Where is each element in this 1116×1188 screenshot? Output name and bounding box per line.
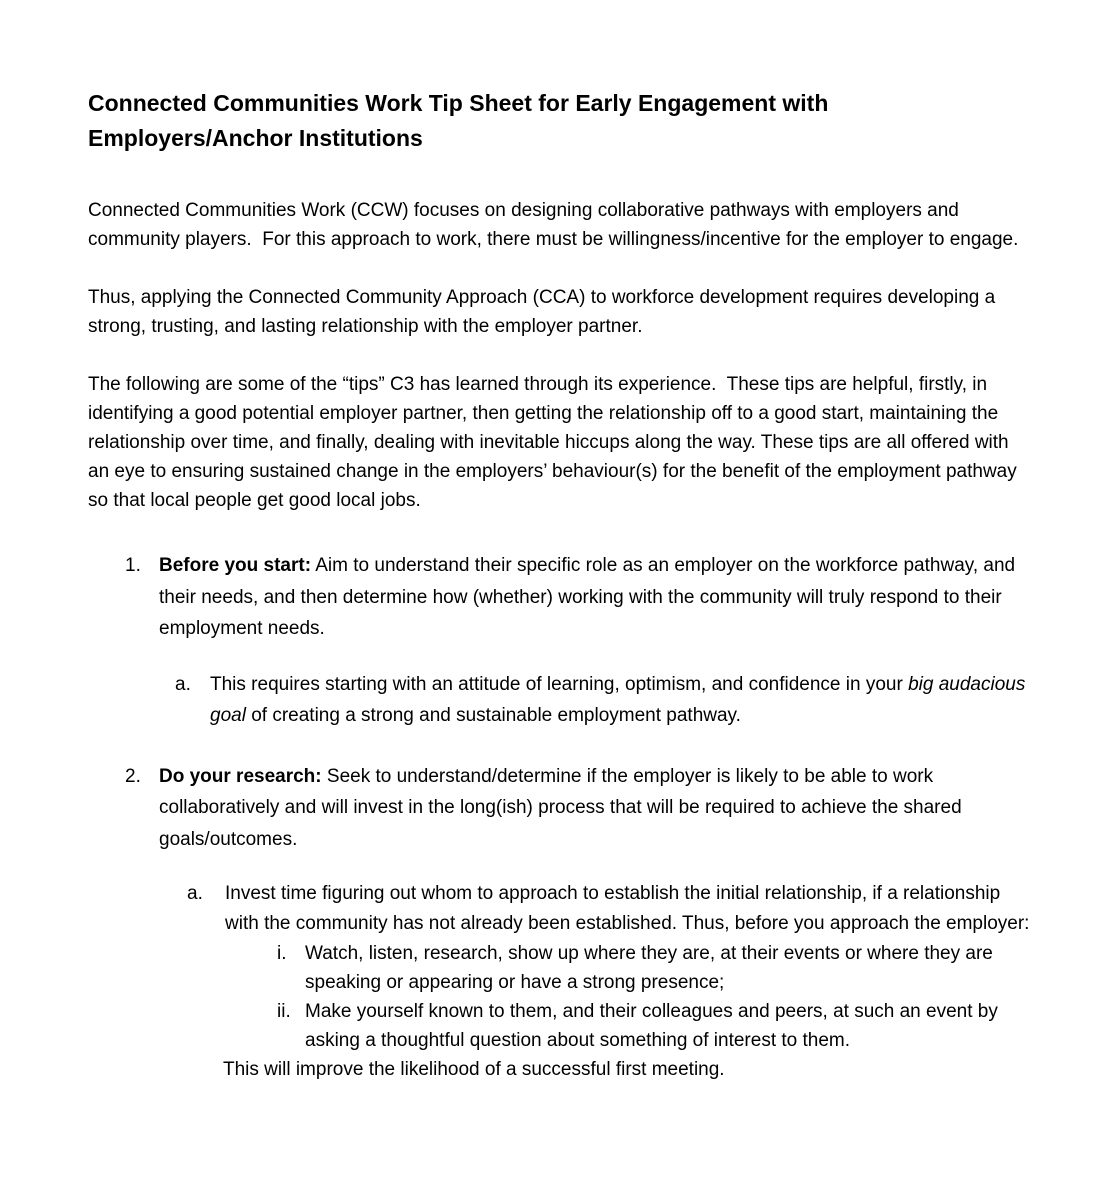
list-item-2a-ii-marker: ii. (277, 1001, 291, 1022)
list-item-1-text (159, 550, 1030, 645)
list-item-2-body: Seek to understand/determine if the employer is likely to be able to work collaboratively and will invest in the long(ish) process that will be required to achieve the shared goals/outcomes. (159, 765, 967, 850)
list-item-2a-i (277, 939, 1030, 997)
paragraph-tips-overview: The following are some of the “tips” C3 has learned through its experience. These tips are helpful, firstly, in identifying a good potential employer partner, then getting the relationship off to a good start, maintaining the relationship over time, and finally, dealing with inevitable hiccups along the way. These tips are all offered with an eye to ensuring sustained change in the employers’ behaviour(s) for the benefit of the employment pathway so that local people get good local jobs. (88, 374, 1023, 511)
title-part-2: Early Engagement with Employers/Anchor Institutions (88, 90, 835, 151)
list-item-2-number: 2. (125, 765, 141, 787)
list-item-1a-text (210, 669, 1030, 732)
list-item-2-lead: Do your research: (159, 765, 322, 787)
list-item-1a-italic-phrase: big audacious goal (210, 673, 1031, 726)
paragraph-approach: Thus, applying the Connected Community Approach (CCA) to workforce development requires developing a strong, trusting, and lasting relationship with the employer partner. (88, 287, 1001, 337)
list-item-2a-i-marker: i. (277, 943, 287, 964)
list-item-1 (125, 550, 1030, 645)
list-item-2a-ii (277, 997, 1030, 1055)
title-part-1: Connected Communities Work Tip Sheet for (88, 90, 576, 116)
list-item-2 (125, 761, 1030, 856)
list-item-2a-text: Invest time figuring out whom to approach to establish the initial relationship, if a relationship with the community has not already been established. Thus, before you approach the employer: (225, 883, 1030, 934)
list-item-2a-marker: a. (187, 883, 203, 904)
list-item-2a-continuation: This will improve the likelihood of a successful first meeting. (223, 1059, 725, 1080)
list-item-2a-i-text: Watch, listen, research, show up where they are, at their events or where they are speaking or appearing or have a strong presence; (305, 943, 999, 993)
list-item-1a-body-end: of creating a strong and sustainable employment pathway. (245, 705, 741, 726)
list-item-1a-marker: a. (175, 673, 191, 695)
list-item-1-body: Aim to understand their specific role as an employer on the workforce pathway, and their needs, and then determine how (whether) working with the community will truly respond to their employment needs. (159, 555, 1021, 639)
list-item-1a-body-start: This requires starting with an attitude of learning, optimism, and confidence in your (210, 673, 909, 695)
list-item-1-number: 1. (125, 555, 141, 576)
list-item-2-text (159, 761, 1030, 856)
list-item-1-lead: Before you start: (159, 555, 312, 576)
page-title (88, 86, 1030, 156)
list-item-1a (175, 669, 1030, 732)
list-item-2a (187, 879, 1030, 939)
list-item-2a-ii-text: Make yourself known to them, and their colleagues and peers, at such an event by asking a thoughtful question about something of interest to them. (305, 1001, 1004, 1051)
paragraph-intro: Connected Communities Work (CCW) focuses on designing collaborative pathways with employers and community players. For this approach to work, there must be willingness/incentive for the employer to engage. (88, 200, 1019, 250)
